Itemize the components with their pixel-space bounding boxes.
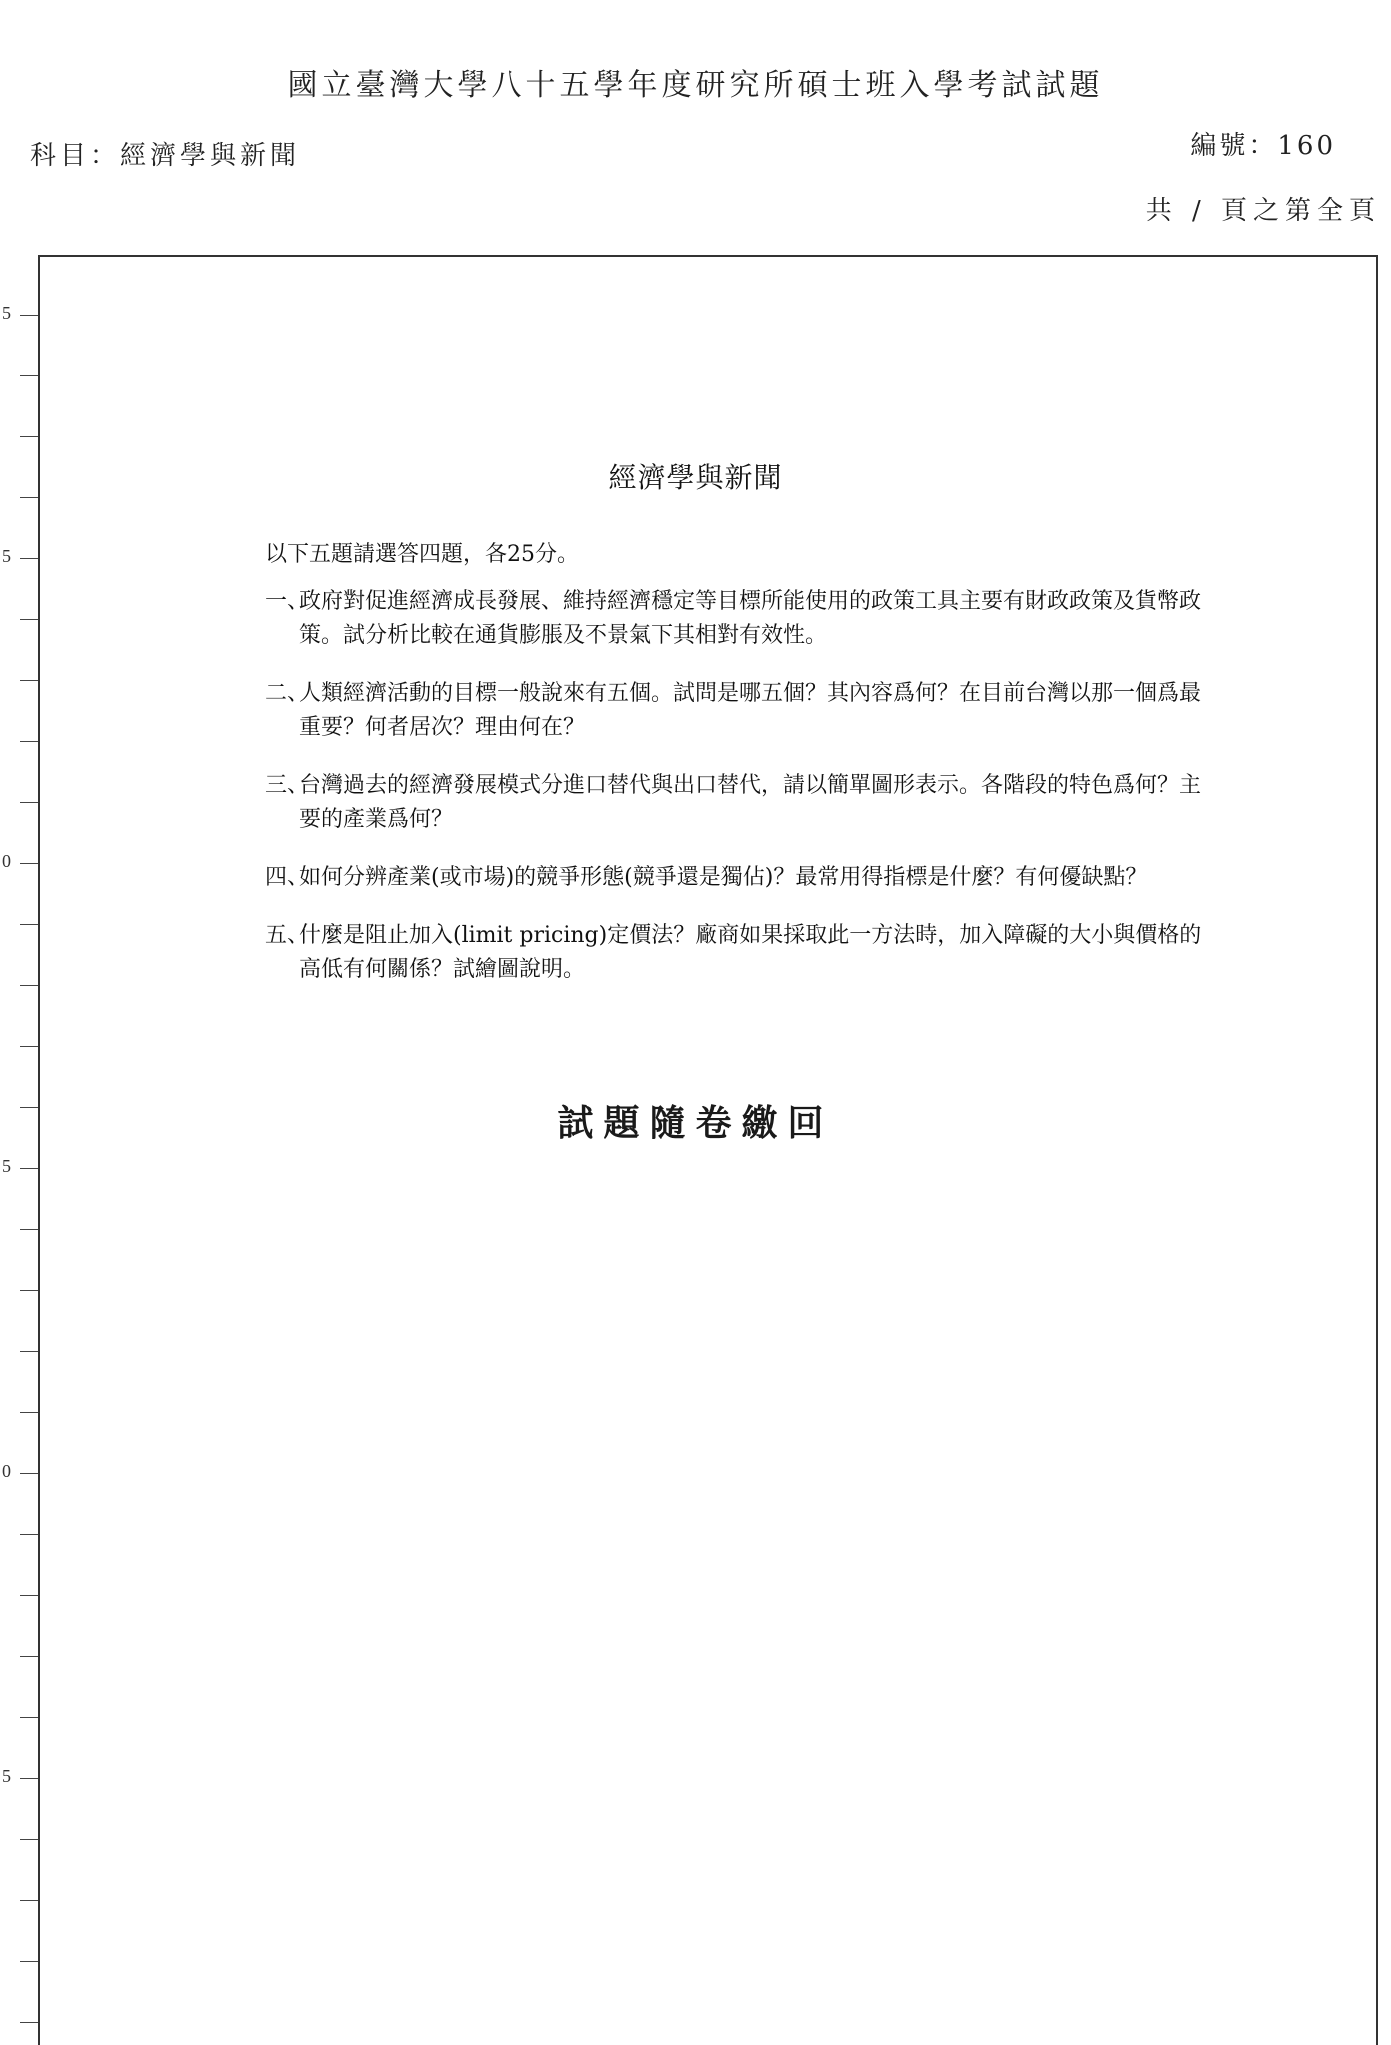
page-count: 共 / 頁之第全頁 bbox=[1145, 196, 1381, 226]
ruler-tick bbox=[20, 1412, 38, 1413]
ruler-tick bbox=[20, 1778, 38, 1779]
exam-header-title: 國立臺灣大學八十五學年度研究所碩士班入學考試試題 bbox=[287, 68, 1104, 103]
question-number: 三、 bbox=[265, 773, 310, 798]
ruler-label: 0 bbox=[2, 1461, 11, 1481]
ruler-tick bbox=[20, 985, 38, 986]
ruler-tick bbox=[20, 1046, 38, 1047]
question-list bbox=[265, 585, 1205, 1011]
question-number: 二、 bbox=[265, 681, 310, 706]
ruler-tick bbox=[20, 1290, 38, 1291]
ruler-label: 5 bbox=[2, 303, 11, 323]
ruler-tick bbox=[20, 1595, 38, 1596]
question-item bbox=[265, 861, 1205, 895]
question-number: 一、 bbox=[265, 589, 310, 614]
exam-instructions: 以下五題請選答四題，各25分。 bbox=[265, 542, 579, 567]
ruler-tick bbox=[28, 315, 38, 316]
ruler-tick bbox=[20, 924, 38, 925]
ruler-tick bbox=[20, 497, 38, 498]
question-text: 什麼是阻止加入(limit pricing)定價法？廠商如果採取此一方法時，加入障礙的大小與價格的高低有何關係？試繪圖說明。 bbox=[299, 923, 1202, 982]
answer-frame bbox=[38, 255, 1378, 2045]
ruler-tick bbox=[20, 1473, 38, 1474]
ruler-tick bbox=[20, 680, 38, 681]
ruler-tick bbox=[20, 1351, 38, 1352]
ruler-tick bbox=[20, 619, 38, 620]
ruler-label: 5 bbox=[2, 546, 11, 566]
exam-title: 經濟學與新聞 bbox=[608, 461, 783, 494]
question-number: 五、 bbox=[265, 923, 310, 948]
ruler-tick bbox=[20, 1900, 38, 1901]
exam-code: 編號：160 bbox=[1190, 131, 1336, 161]
question-text: 台灣過去的經濟發展模式分進口替代與出口替代，請以簡單圖形表示。各階段的特色爲何？主要的產業爲何？ bbox=[299, 773, 1202, 832]
question-item bbox=[265, 677, 1205, 745]
ruler-label: 5 bbox=[2, 1766, 11, 1786]
ruler-tick bbox=[20, 863, 38, 864]
ruler-tick bbox=[20, 436, 38, 437]
question-text: 人類經濟活動的目標一般說來有五個。試問是哪五個？其內容爲何？在目前台灣以那一個爲最重要？何者居次？理由何在？ bbox=[299, 681, 1202, 740]
question-text: 如何分辨產業(或市場)的競爭形態(競爭還是獨佔)？最常用得指標是什麼？有何優缺點？ bbox=[299, 865, 1148, 890]
question-number: 四、 bbox=[265, 865, 310, 890]
ruler-tick bbox=[20, 375, 38, 376]
ruler-tick bbox=[20, 2022, 38, 2023]
ruler-tick bbox=[20, 1168, 38, 1169]
subject-label: 科目：經濟學與新聞 bbox=[30, 141, 301, 171]
ruler-tick bbox=[20, 1534, 38, 1535]
ruler-tick bbox=[20, 802, 38, 803]
question-text: 政府對促進經濟成長發展、維持經濟穩定等目標所能使用的政策工具主要有財政政策及貨幣政策。試分析比較在通貨膨脹及不景氣下其相對有效性。 bbox=[299, 589, 1202, 648]
ruler-label: 0 bbox=[2, 851, 11, 871]
ruler-tick bbox=[20, 1839, 38, 1840]
question-item bbox=[265, 919, 1205, 987]
question-item bbox=[265, 585, 1205, 653]
return-exam-stamp: 試題隨卷繳回 bbox=[557, 1102, 834, 1144]
ruler-tick bbox=[20, 1961, 38, 1962]
question-item bbox=[265, 769, 1205, 837]
ruler-tick bbox=[20, 1229, 38, 1230]
ruler-tick bbox=[20, 741, 38, 742]
ruler-tick bbox=[20, 1717, 38, 1718]
ruler-label: 5 bbox=[2, 1156, 11, 1176]
ruler-tick bbox=[20, 1656, 38, 1657]
ruler-tick bbox=[28, 558, 38, 559]
